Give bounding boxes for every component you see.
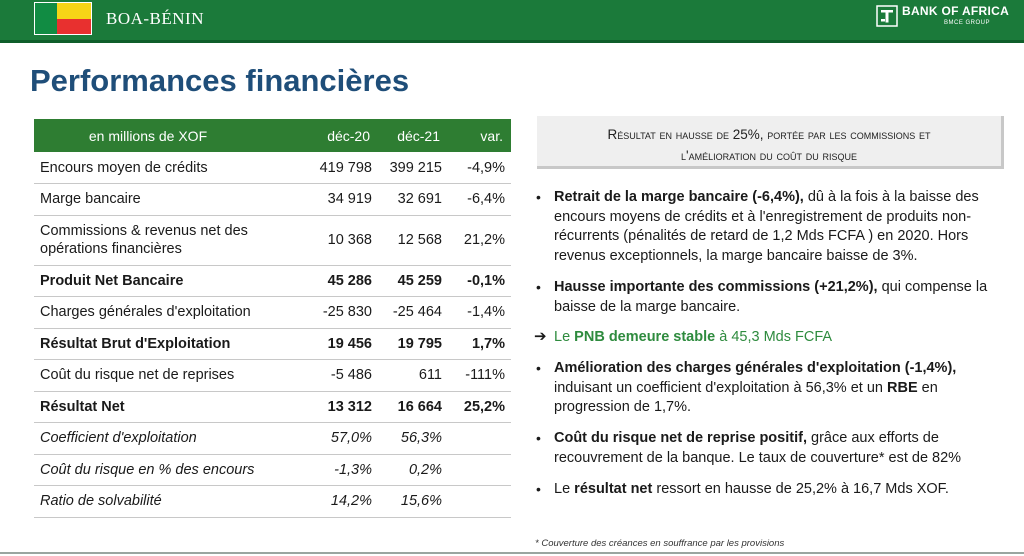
row-label: Coût du risque en % des encours: [34, 454, 302, 486]
bullet-icon: •: [536, 189, 541, 205]
row-var: 1,7%: [448, 328, 511, 360]
row-var: -4,9%: [448, 152, 511, 184]
row-var: -0,1%: [448, 265, 511, 297]
row-label: Produit Net Bancaire: [34, 265, 302, 297]
table-row: [34, 423, 511, 455]
arrow-prefix: Le: [554, 329, 575, 346]
row-dec21: 19 795: [378, 328, 448, 360]
row-dec21: 0,2%: [378, 454, 448, 486]
list-item: [534, 429, 1004, 468]
row-label: Marge bancaire: [34, 184, 302, 216]
table-row: [34, 184, 511, 216]
row-dec20: 34 919: [302, 184, 378, 216]
row-dec21: 12 568: [378, 215, 448, 265]
row-dec20: 19 456: [302, 328, 378, 360]
list-item: [534, 480, 1004, 500]
bullet-3-text: induisant un coefficient d'exploitation à 56,3% et un: [554, 379, 888, 396]
row-label: Résultat Brut d'Exploitation: [34, 328, 302, 360]
row-dec21: 45 259: [378, 265, 448, 297]
row-dec20: 419 798: [302, 152, 378, 184]
header-dec21: déc-21: [378, 119, 448, 152]
row-dec20: 45 286: [302, 265, 378, 297]
bullet-icon: •: [536, 278, 541, 295]
row-var: -1,4%: [448, 297, 511, 329]
bullet-1-text: dû à la fois à la baisse des encours moyens de crédits et à l'enregistrement de produits non-récurrents (pénalités de retard de 1,2 Mds FCFA ) en 2020. Hors revenus exceptionnels, la marge bancaire baisse de 3%.: [554, 189, 979, 265]
bullet-5-emphasis: résultat net: [574, 480, 653, 497]
bottom-divider: [0, 552, 1024, 554]
bullet-5-prefix: Le: [554, 480, 575, 497]
row-var: 25,2%: [448, 391, 511, 423]
table-row: [34, 152, 511, 184]
bullet-2-emphasis: Hausse importante des commissions (+21,2%),: [554, 278, 878, 295]
row-dec21: -25 464: [378, 297, 448, 329]
row-label: Commissions & revenus net des opérations financières: [34, 215, 302, 265]
table-row: [34, 265, 511, 297]
table-row: [34, 297, 511, 329]
bullet-5-text: ressort en hausse de 25,2% à 16,7 Mds XOF.: [652, 480, 949, 497]
financial-table: [34, 119, 511, 518]
bullet-3-emphasis: Amélioration des charges générales d'exploitation (-1,4%),: [554, 360, 957, 377]
arrow-text: à 45,3 Mds FCFA: [715, 329, 833, 346]
header-unit: en millions de XOF: [34, 119, 302, 152]
bullet-4-text: grâce aux efforts de recouvrement de la banque. Le taux de couverture* est de 82%: [554, 430, 962, 466]
bullet-3-emphasis-2: RBE: [887, 379, 918, 396]
arrow-right-icon: ➔: [534, 328, 547, 346]
row-label: Ratio de solvabilité: [34, 486, 302, 518]
row-var: [448, 486, 511, 518]
table-row: [34, 391, 511, 423]
list-item: [534, 359, 1004, 418]
callout-line-1: Résultat en hausse de 25%, portée par les commissions et: [607, 127, 931, 142]
row-var: -6,4%: [448, 184, 511, 216]
row-dec20: 57,0%: [302, 423, 378, 455]
header-divider: [0, 40, 1024, 43]
table-row: [34, 360, 511, 392]
commentary-list: [534, 188, 1004, 510]
bullet-2-text: qui compense la baisse de la marge bancaire.: [554, 278, 988, 315]
header-dec20: déc-20: [302, 119, 378, 152]
header-var: var.: [448, 119, 511, 152]
bank-of-africa-logo-icon: [876, 5, 898, 27]
row-dec21: 16 664: [378, 391, 448, 423]
row-dec20: -5 486: [302, 360, 378, 392]
row-dec20: -1,3%: [302, 454, 378, 486]
bullet-icon: •: [536, 480, 541, 497]
table-row: [34, 454, 511, 486]
list-item: [534, 188, 1004, 267]
table-row: [34, 215, 511, 265]
list-item: [534, 328, 1004, 348]
row-dec21: 399 215: [378, 152, 448, 184]
row-dec21: 611: [378, 360, 448, 392]
row-var: -111%: [448, 360, 511, 392]
row-dec20: 13 312: [302, 391, 378, 423]
table-row: [34, 328, 511, 360]
brand-group: BMCE GROUP: [944, 20, 991, 26]
row-label: Encours moyen de crédits: [34, 152, 302, 184]
row-label: Coût du risque net de reprises: [34, 360, 302, 392]
table-header-row: [34, 119, 511, 152]
row-label: Coefficient d'exploitation: [34, 423, 302, 455]
bullet-icon: •: [536, 360, 541, 377]
row-dec21: 15,6%: [378, 486, 448, 518]
row-label: Résultat Net: [34, 391, 302, 423]
row-dec21: 32 691: [378, 184, 448, 216]
footnote: * Couverture des créances en souffrance par les provisions: [535, 538, 785, 549]
row-label: Charges générales d'exploitation: [34, 297, 302, 329]
callout-line-2: l'amélioration du coût du risque: [681, 147, 857, 163]
table-row: [34, 486, 511, 518]
bullet-3-text-2: en progression de 1,7%.: [554, 379, 938, 416]
row-dec20: -25 830: [302, 297, 378, 329]
list-item: [534, 278, 1004, 317]
country-label: BOA-BÉNIN: [106, 9, 204, 28]
benin-flag-icon: [34, 2, 92, 35]
row-var: 21,2%: [448, 215, 511, 265]
bullet-1-emphasis: Retrait de la marge bancaire (-6,4%),: [554, 189, 804, 205]
summary-callout: [537, 116, 1004, 169]
page-title: Performances financières: [30, 63, 410, 98]
row-dec21: 56,3%: [378, 423, 448, 455]
bullet-icon: •: [536, 430, 541, 447]
row-var: [448, 423, 511, 455]
row-dec20: 14,2%: [302, 486, 378, 518]
row-dec20: 10 368: [302, 215, 378, 265]
arrow-emphasis: PNB demeure stable: [574, 329, 716, 346]
row-var: [448, 454, 511, 486]
brand-name: BANK OF AFRICA: [902, 4, 1010, 18]
bullet-4-emphasis: Coût du risque net de reprise positif,: [554, 430, 807, 447]
